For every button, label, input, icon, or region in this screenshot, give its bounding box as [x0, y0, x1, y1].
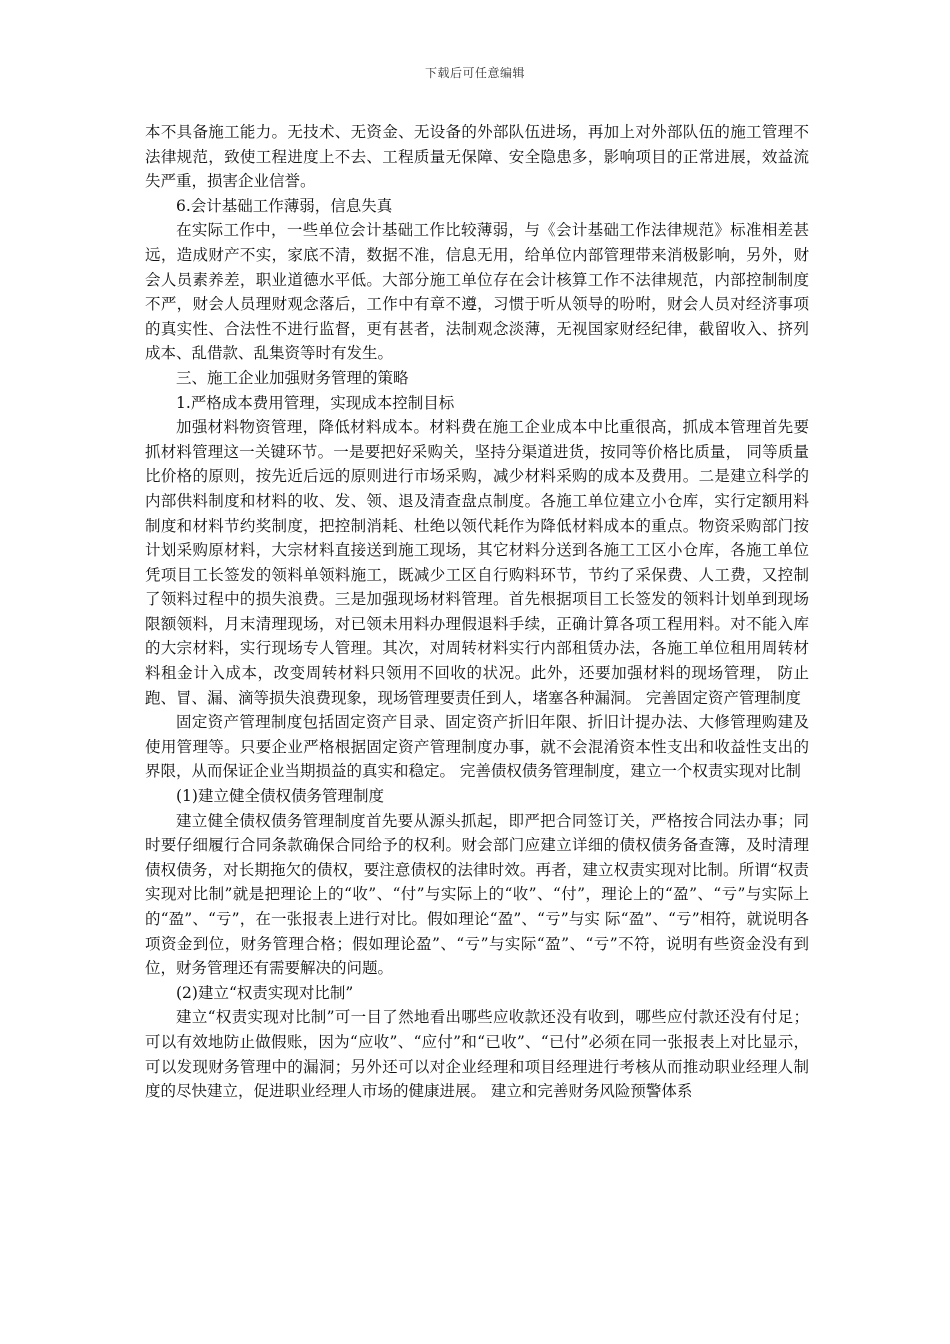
section-heading: (2)建立“权责实现对比制” [176, 983, 354, 1002]
paragraph: 本不具备施工能力。无技术、无资金、无设备的外部队伍进场，再加上对外部队伍的施工管理不法律规范，致使工程进度上不去、工程质量无保障、安全隐患多，影响项目的正常进展，效益流失严重，损害企业信誉。 [145, 123, 809, 191]
section-heading: (1)建立健全债权债务管理制度 [176, 787, 384, 806]
paragraph: 建立“权责实现对比制”可一目了然地看出哪些应收款还没有收到，哪些应付款还没有付足；可以有效地防止做假账，因为“应收”、“应付”和“已收”、“已付”必须在同一张报表上对比显示，可以发现财务管理中的漏洞；另外还可以对企业经理和项目经理进行考核从而推动职业经理人制度的尽快建立，促进职业经理人市场的健康进展。 建立和完善财务风险预警体系 [145, 1008, 809, 1101]
paragraph: 固定资产管理制度包括固定资产目录、固定资产折旧年限、折旧计提办法、大修管理购建及使用管理等。只要企业严格根据固定资产管理制度办事，就不会混淆资本性支出和收益性支出的界限，从而保证企业当期损益的真实和稳定。 完善债权债务管理制度，建立一个权责实现对比制 [145, 713, 809, 781]
section-heading: 三、施工企业加强财务管理的策略 [176, 368, 409, 387]
section-heading: 6.会计基础工作薄弱，信息失真 [176, 196, 393, 215]
paragraph: 加强材料物资管理，降低材料成本。材料费在施工企业成本中比重很高，抓成本管理首先要抓材料管理这一关键环节。一是要把好采购关，坚持分渠道进货，按同等价格比质量， 同等质量比价格的原则，按先近后远的原则进行市场采购，减少材料采购的成本及费用。二是建立科学的内部供料制度和材料的收、发、领、退及清查盘点制度。各施工单位建立小仓库，实行定额用料制度和材料节约奖制度，把控制消耗、杜绝以领代耗作为降低材料成本的重点。物资采购部门按计划采购原材料，大宗材料直接送到施工现场，其它材料分送到各施工工区小仓库，各施工单位凭项目工长签发的领料单领料施工，既减少工区自行购料环节，节约了采保费、人工费，又控制了领料过程中的损失浪费。三是加强现场材料管理。首先根据项目工长签发的领料计划单到现场限额领料，月末清理现场，对已领未用料办理假退料手续，正确计算各项工程用料。对不能入库的大宗材料，实行现场专人管理。其次，对周转材料实行内部租赁办法，各施工单位租用周转材料租金计入成本，改变周转材料只领用不回收的状况。此外，还要加强材料的现场管理， 防止跑、冒、漏、滴等损失浪费现象，现场管理要责任到人，堵塞各种漏洞。 完善固定资产管理制度 [145, 418, 809, 707]
section-heading: 1.严格成本费用管理，实现成本控制目标 [176, 393, 455, 412]
page-header: 下载后可任意编辑 [424, 66, 525, 80]
paragraph: 建立健全债权债务管理制度首先要从源头抓起，即严把合同签订关，严格按合同法办事；同时要仔细履行合同条款确保合同给予的权利。财会部门应建立详细的债权债务备查簿，及时清理债权债务，对长期拖欠的债权，要注意债权的法律时效。再者，建立权责实现对比制。所谓“权责实现对比制”就是把理论上的“收”、“付”与实际上的“收”、“付”，理论上的“盈”、“亏”与实际上的“盈”、“亏”，在一张报表上进行对比。假如理论“盈”、“亏”与实 际“盈”、“亏”相符，就说明各项资金到位，财务管理合格；假如理论盈”、“亏”与实际“盈”、“亏”不符，说明有些资金没有到位，财务管理还有需要解决的问题。 [145, 811, 809, 978]
paragraph: 在实际工作中，一些单位会计基础工作比较薄弱，与《会计基础工作法律规范》标准相差甚远，造成财产不实，家底不清，数据不准，信息无用，给单位内部管理带来消极影响，另外，财会人员素养差，职业道德水平低。大部分施工单位存在会计核算工作不法律规范，内部控制制度不严，财会人员理财观念落后，工作中有章不遵，习惯于听从领导的吩咐，财会人员对经济事项的真实性、合法性不进行监督，更有甚者，法制观念淡薄，无视国家财经纪律，截留收入、挤列成本、乱借款、乱集资等时有发生。 [145, 221, 809, 363]
document-body [145, 120, 809, 1104]
